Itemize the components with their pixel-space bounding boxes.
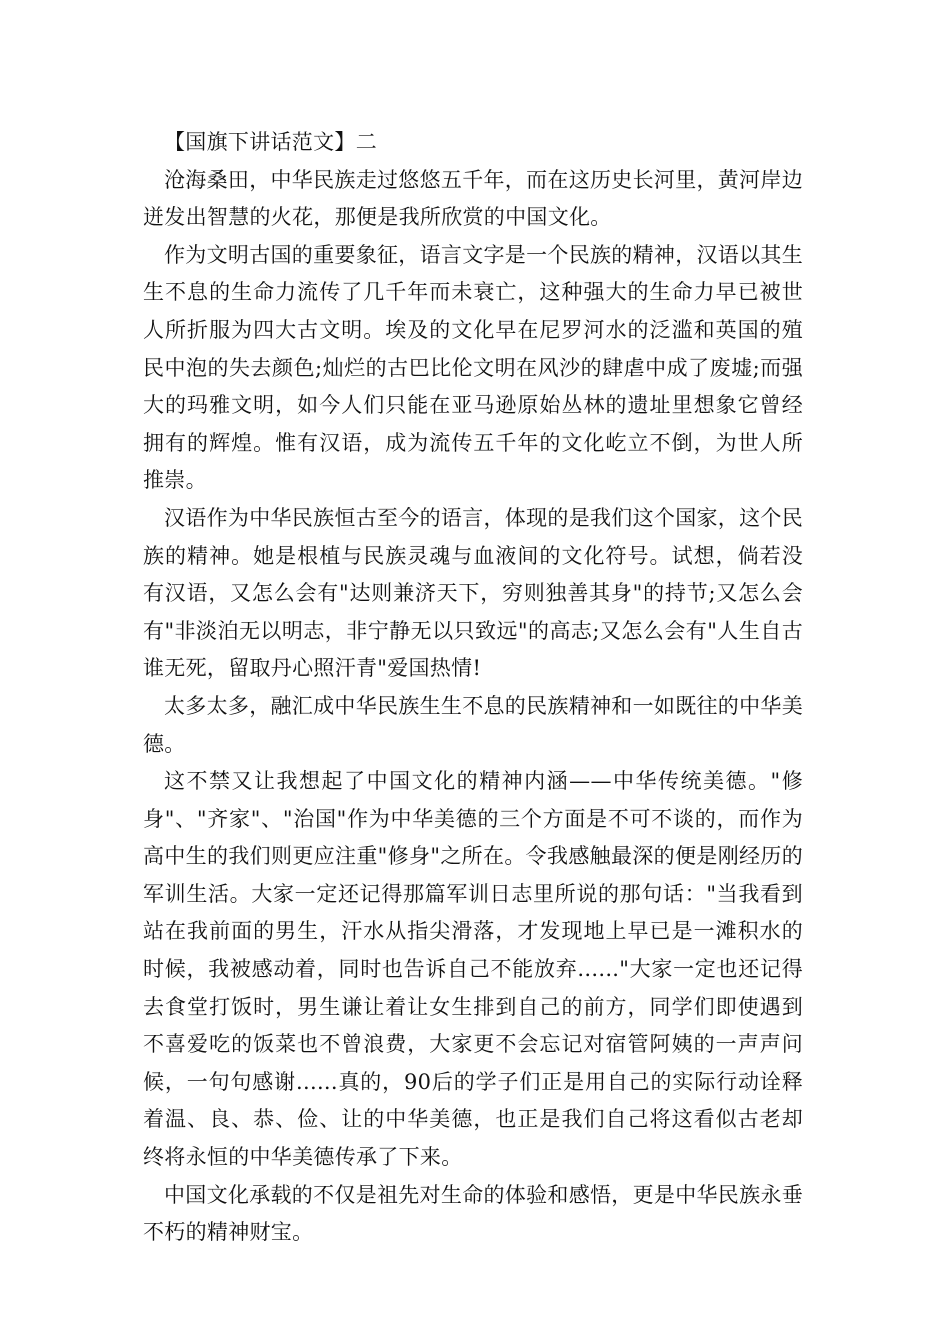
paragraph-6: 中国文化承载的不仅是祖先对生命的体验和感悟，更是中华民族永垂不朽的精神财宝。 (143, 1182, 803, 1245)
paragraph-3: 汉语作为中华民族恒古至今的语言，体现的是我们这个国家，这个民族的精神。她是根植与民族灵魂与血液间的文化符号。试想，倘若没有汉语，又怎么会有"达则兼济天下，穷则独善其身"的持节;又怎么会有"非淡泊无以明志，非宁静无以只致远"的高志;又怎么会有"人生自古谁无死，留取丹心照汗青"爱国热情! (143, 505, 803, 681)
paragraph-1: 沧海桑田，中华民族走过悠悠五千年，而在这历史长河里，黄河岸边迸发出智慧的火花，那便是我所欣赏的中国文化。 (143, 167, 803, 230)
document-title: 【国旗下讲话范文】二 (164, 130, 377, 154)
paragraph-2: 作为文明古国的重要象征，语言文字是一个民族的精神，汉语以其生生不息的生命力流传了几千年而未衰亡，这种强大的生命力早已被世人所折服为四大古文明。埃及的文化早在尼罗河水的泛滥和英国的殖民中泡的失去颜色;灿烂的古巴比伦文明在风沙的肆虐中成了废墟;而强大的玛雅文明，如今人们只能在亚马逊原始丛林的遗址里想象它曾经拥有的辉煌。惟有汉语，成为流传五千年的文化屹立不倒，为世人所推崇。 (143, 242, 803, 493)
document-body (143, 124, 803, 1252)
paragraph-4: 太多太多，融汇成中华民族生生不息的民族精神和一如既往的中华美德。 (143, 693, 803, 756)
paragraph-5: 这不禁又让我想起了中国文化的精神内涵——中华传统美德。"修身"、"齐家"、"治国"作为中华美德的三个方面是不可不谈的，而作为高中生的我们则更应注重"修身"之所在。令我感触最深的便是刚经历的军训生活。大家一定还记得那篇军训日志里所说的那句话："当我看到站在我前面的男生，汗水从指尖滑落，才发现地上早已是一滩积水的时候，我被感动着，同时也告诉自己不能放弃......"大家一定也还记得去食堂打饭时，男生谦让着让女生排到自己的前方，同学们即使遇到不喜爱吃的饭菜也不曾浪费，大家更不会忘记对宿管阿姨的一声声问候，一句句感谢......真的，90后的学子们正是用自己的实际行动诠释着温、良、恭、俭、让的中华美德，也正是我们自己将这看似古老却终将永恒的中华美德传承了下来。 (143, 769, 803, 1170)
